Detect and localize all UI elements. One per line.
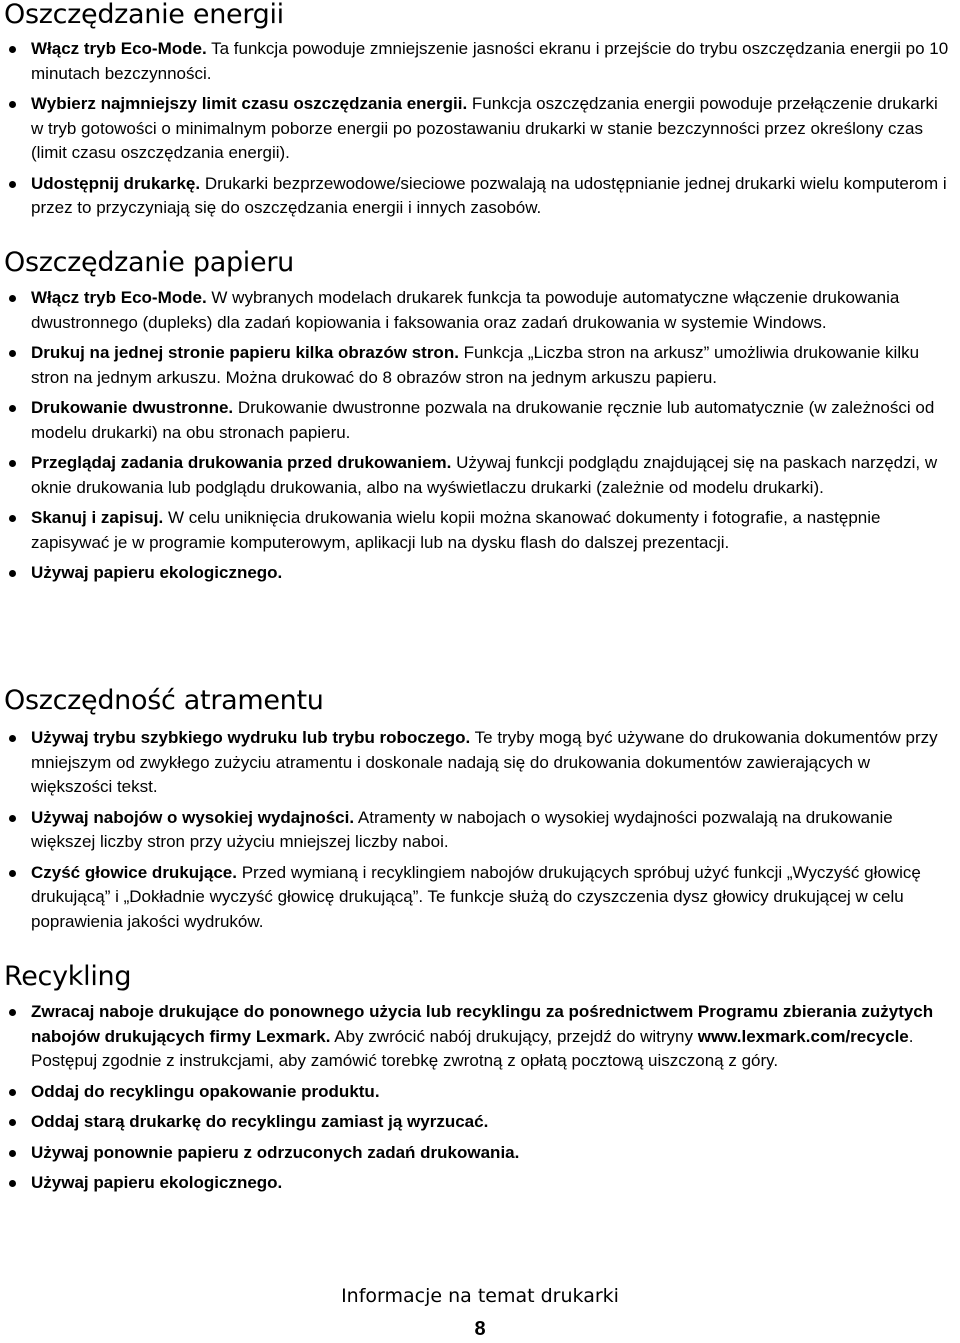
item-text: . Postępuj zgodnie z instrukcjami, aby zamówić torebkę zwrotną z opłatą pocztową uiszczoną z góry. xyxy=(31,1026,914,1070)
item-bold-lead: Oddaj starą drukarkę do recyklingu zamiast ją wyrzucać. xyxy=(31,1112,489,1131)
list-item xyxy=(4,806,954,855)
list-item xyxy=(4,1171,954,1196)
item-bold-lead: Przeglądaj zadania drukowania przed drukowaniem. xyxy=(31,453,452,472)
page-number: 8 xyxy=(474,1318,486,1340)
item-text: Drukowanie dwustronne pozwala na drukowanie ręcznie lub automatycznie (w zależności od modelu drukarki) na obu stronach papieru. xyxy=(31,398,935,442)
item-bold-lead: Włącz tryb Eco-Mode. xyxy=(31,39,207,58)
item-text: Funkcja „Liczba stron na arkusz” umożliwia drukowanie kilku stron na jednym arkuszu. Można drukować do 8 obrazów stron na jednym arkuszu papieru. xyxy=(31,343,920,387)
item-bold-lead: Używaj trybu szybkiego wydruku lub trybu roboczego. xyxy=(31,728,471,747)
item-bold-lead: Używaj papieru ekologicznego. xyxy=(31,1173,283,1192)
list-item xyxy=(4,861,954,935)
bullet-icon xyxy=(9,515,16,522)
bullet-icon xyxy=(9,570,16,577)
item-text: Aby zwrócić nabój drukujący, przejdź do witryny xyxy=(330,1026,698,1046)
item-bold-lead: Udostępnij drukarkę. xyxy=(31,173,201,193)
bullet-list xyxy=(4,286,954,586)
item-bold-lead: Drukuj na jednej stronie papieru kilka obrazów stron. xyxy=(31,343,459,362)
bullet-icon xyxy=(9,815,16,822)
bullet-icon xyxy=(9,1180,16,1187)
bullet-list xyxy=(4,37,954,221)
item-bold-lead: Używaj nabojów o wysokiej wydajności. xyxy=(31,807,355,827)
bullet-icon xyxy=(9,1089,16,1096)
bullet-icon xyxy=(9,460,16,467)
section-heading: Oszczędzanie papieru xyxy=(4,247,294,278)
item-bold-lead: Czyść głowice drukujące. xyxy=(31,862,237,882)
item-text: Przed wymianą i recyklingiem nabojów drukujących spróbuj użyć funkcji „Wyczyść głowicę drukującą” i „Dokładnie wyczyść głowicę drukującą”. Te funkcje służą do czyszczenia dysz głowicy drukującej w celu poprawienia jakości wydruków. xyxy=(31,862,921,931)
bullet-list xyxy=(4,1000,954,1196)
item-bold-lead: Włącz tryb Eco-Mode. xyxy=(31,288,207,307)
section-heading: Oszczędzanie energii xyxy=(4,0,284,30)
list-item xyxy=(4,37,954,86)
list-item xyxy=(4,341,954,390)
bullet-icon xyxy=(9,181,16,188)
item-bold-lead: Skanuj i zapisuj. xyxy=(31,508,164,527)
list-item xyxy=(4,92,954,166)
list-item xyxy=(4,506,954,555)
bullet-icon xyxy=(9,101,16,108)
item-bold-lead: Wybierz najmniejszy limit czasu oszczędzania energii. xyxy=(31,94,468,113)
item-bold-lead: Używaj ponownie papieru z odrzuconych zadań drukowania. xyxy=(31,1142,520,1162)
bullet-icon xyxy=(9,350,16,357)
list-item xyxy=(4,286,954,335)
list-item xyxy=(4,1141,954,1166)
item-bold-lead: Używaj papieru ekologicznego. xyxy=(31,563,283,582)
item-text: Drukarki bezprzewodowe/sieciowe pozwalają na udostępnianie jednej drukarki wielu komputerom i przez to przyczyniają się do oszczędzania energii i innych zasobów. xyxy=(31,173,947,217)
item-text: W wybranych modelach drukarek funkcja ta powoduje automatyczne włączenie drukowania dwustronnego (dupleks) dla zadań kopiowania i faksowania oraz zadań drukowania w systemie Windows. xyxy=(31,288,900,332)
list-item xyxy=(4,1110,954,1135)
bullet-icon xyxy=(9,870,16,877)
list-item xyxy=(4,172,954,221)
recycle-url: www.lexmark.com/recycle xyxy=(697,1026,909,1046)
item-text: Funkcja oszczędzania energii powoduje przełączenie drukarki w tryb gotowości o minimalnym poborze energii po pozostawaniu drukarki w stanie bezczynności przez określony czas (limit czasu oszczędzania energii). xyxy=(31,94,938,162)
bullet-icon xyxy=(9,1009,16,1016)
section-recycling xyxy=(4,962,954,1196)
section-heading: Recykling xyxy=(4,961,132,992)
list-item xyxy=(4,1000,954,1074)
bullet-icon xyxy=(9,46,16,53)
item-bold-lead: Drukowanie dwustronne. xyxy=(31,398,234,417)
bullet-icon xyxy=(9,1119,16,1126)
section-heading: Oszczędność atramentu xyxy=(4,685,324,716)
item-text: Używaj funkcji podglądu znajdującej się na paskach narzędzi, w oknie drukowania lub podglądu drukowania, albo na wyświetlaczu drukarki (zależnie od modelu drukarki). xyxy=(31,453,938,497)
footer-title: Informacje na temat drukarki xyxy=(341,1285,619,1307)
list-item xyxy=(4,726,954,800)
list-item xyxy=(4,451,954,500)
bullet-icon xyxy=(9,295,16,302)
list-item xyxy=(4,1080,954,1105)
section-ink xyxy=(4,686,954,934)
item-text: Te tryby mogą być używane do drukowania dokumentów przy mniejszym od zwykłego zużyciu atramentu i doskonale nadają się do drukowania dokumentów zawierających w większości tekst. xyxy=(31,728,938,796)
bullet-icon xyxy=(9,405,16,412)
list-item xyxy=(4,396,954,445)
section-energy xyxy=(4,0,954,221)
item-bold-lead: Oddaj do recyklingu opakowanie produktu. xyxy=(31,1081,380,1101)
item-text: Ta funkcja powoduje zmniejszenie jasności ekranu i przejście do trybu oszczędzania energii po 10 minutach bezczynności. xyxy=(31,39,949,83)
bullet-list xyxy=(4,726,954,934)
item-bold-lead: Zwracaj naboje drukujące do ponownego użycia lub recyklingu za pośrednictwem Programu zbierania zużytych nabojów drukujących firmy Lexmark. xyxy=(31,1002,934,1046)
bullet-icon xyxy=(9,1150,16,1157)
item-text: Atramenty w nabojach o wysokiej wydajności pozwalają na drukowanie większej liczby stron przy użyciu mniejszej liczby naboi. xyxy=(31,807,893,851)
bullet-icon xyxy=(9,735,16,742)
section-paper xyxy=(4,248,954,586)
list-item xyxy=(4,561,954,586)
item-text: W celu uniknięcia drukowania wielu kopii można skanować dokumenty i fotografie, a następnie zapisywać je w programie komputerowym, aplikacji lub na dysku flash do dalszej prezentacji. xyxy=(31,508,881,552)
